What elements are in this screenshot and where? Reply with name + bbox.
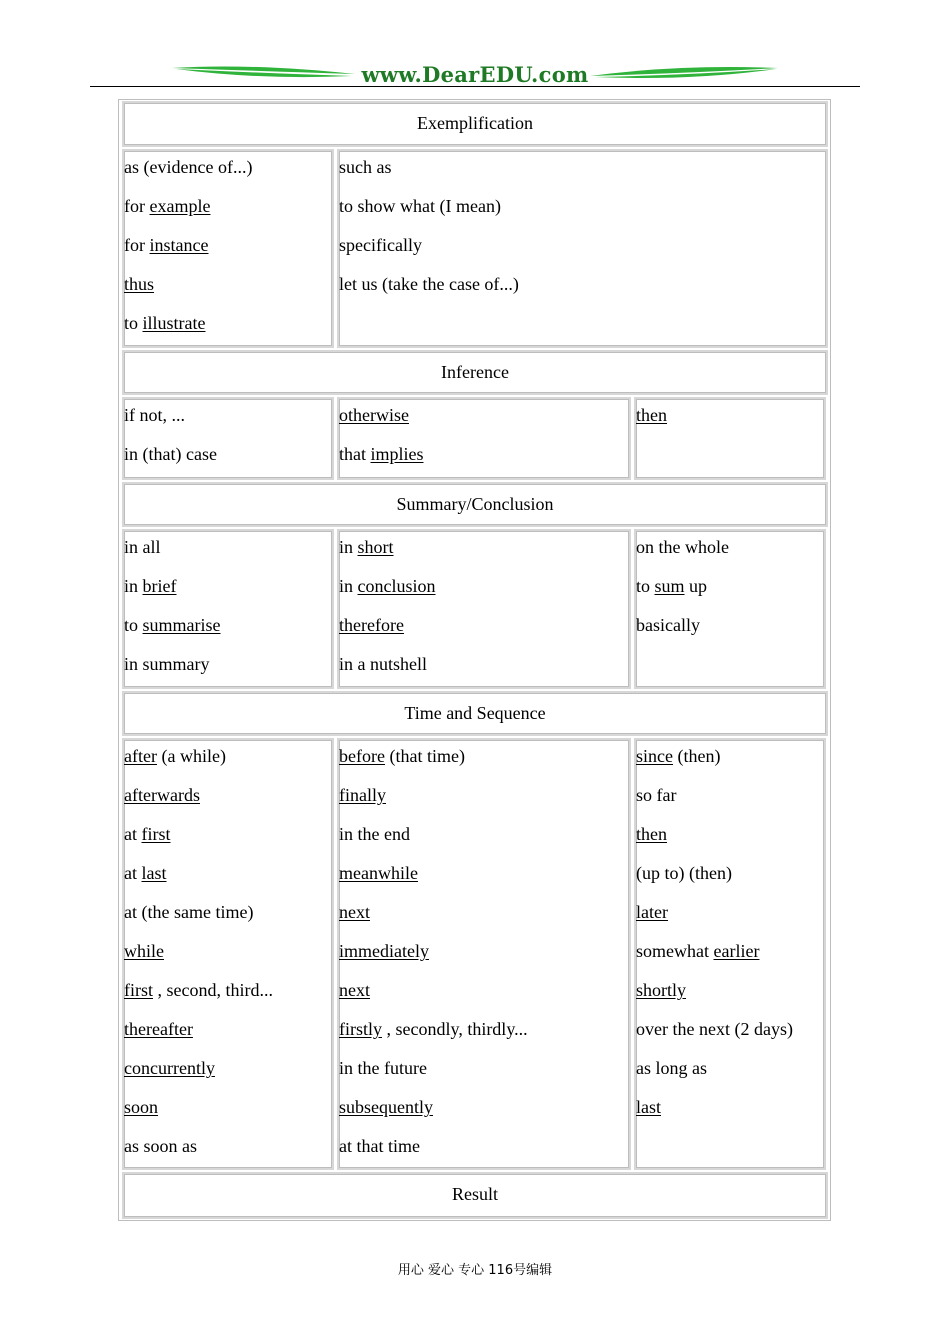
section-title: Inference bbox=[441, 362, 509, 382]
list-item: firstly , secondly, thirdly... bbox=[339, 1019, 528, 1039]
link-example[interactable]: example bbox=[149, 196, 211, 216]
list-item: to show what (I mean) bbox=[339, 196, 501, 216]
list-item: such as bbox=[339, 157, 392, 177]
table-cell bbox=[337, 529, 631, 689]
link-otherwise[interactable]: otherwise bbox=[339, 405, 409, 425]
link-after[interactable]: after bbox=[124, 746, 157, 766]
section-header-result bbox=[122, 1172, 828, 1219]
section-header-exemplification bbox=[122, 101, 828, 147]
section-title: Time and Sequence bbox=[404, 703, 546, 723]
list-item: in a nutshell bbox=[339, 654, 427, 674]
list-item: on the whole bbox=[636, 537, 729, 557]
list-item: in brief bbox=[124, 576, 177, 596]
link-sum[interactable]: sum bbox=[654, 576, 685, 596]
list-item: at last bbox=[124, 863, 167, 883]
list-item: in all bbox=[124, 537, 161, 557]
link-illustrate[interactable]: illustrate bbox=[142, 313, 206, 333]
link-first[interactable]: first bbox=[124, 980, 153, 1000]
link-thereafter[interactable]: thereafter bbox=[124, 1019, 193, 1039]
list-item bbox=[339, 785, 386, 805]
list-item: as (evidence of...) bbox=[124, 157, 253, 177]
list-item: over the next (2 days) bbox=[636, 1019, 793, 1039]
list-item: for example bbox=[124, 196, 211, 216]
list-item bbox=[339, 863, 418, 883]
list-item bbox=[124, 1058, 215, 1078]
list-item: to summarise bbox=[124, 615, 221, 635]
link-concurrently[interactable]: concurrently bbox=[124, 1058, 215, 1078]
link-immediately[interactable]: immediately bbox=[339, 941, 429, 961]
link-since[interactable]: since bbox=[636, 746, 673, 766]
page-header bbox=[90, 60, 860, 88]
list-item: as soon as bbox=[124, 1136, 197, 1156]
link-summarise[interactable]: summarise bbox=[142, 615, 221, 635]
table-cell bbox=[634, 397, 826, 480]
link-next[interactable]: next bbox=[339, 902, 370, 922]
list-item bbox=[124, 1019, 193, 1039]
table-cell bbox=[337, 738, 631, 1170]
list-item bbox=[124, 274, 154, 294]
link-short[interactable]: short bbox=[357, 537, 394, 557]
list-item: let us (take the case of...) bbox=[339, 274, 519, 294]
link-brief[interactable]: brief bbox=[142, 576, 177, 596]
list-item: to sum up bbox=[636, 576, 708, 596]
link-implies[interactable]: implies bbox=[370, 444, 424, 464]
link-then[interactable]: then bbox=[636, 824, 667, 844]
list-item bbox=[636, 405, 667, 425]
table-cell bbox=[122, 397, 334, 480]
list-item: at first bbox=[124, 824, 171, 844]
site-logo[interactable]: www.DearEDU.com bbox=[361, 62, 589, 87]
link-meanwhile[interactable]: meanwhile bbox=[339, 863, 418, 883]
list-item: so far bbox=[636, 785, 677, 805]
list-item: at that time bbox=[339, 1136, 420, 1156]
link-earlier[interactable]: earlier bbox=[713, 941, 760, 961]
list-item bbox=[339, 1097, 433, 1117]
link-soon[interactable]: soon bbox=[124, 1097, 159, 1117]
list-item bbox=[636, 824, 667, 844]
list-item bbox=[339, 405, 409, 425]
section-header-time-and-sequence bbox=[122, 691, 828, 736]
list-item: as long as bbox=[636, 1058, 707, 1078]
link-later[interactable]: later bbox=[636, 902, 668, 922]
list-item: in short bbox=[339, 537, 394, 557]
list-item: (up to) (then) bbox=[636, 863, 732, 883]
list-item: to illustrate bbox=[124, 313, 206, 333]
list-item: in conclusion bbox=[339, 576, 436, 596]
list-item bbox=[339, 615, 404, 635]
list-item bbox=[339, 902, 370, 922]
table-cell bbox=[337, 397, 631, 480]
list-item bbox=[124, 785, 200, 805]
link-conclusion[interactable]: conclusion bbox=[357, 576, 436, 596]
section-title: Result bbox=[451, 1184, 498, 1204]
link-thus[interactable]: thus bbox=[124, 274, 155, 294]
section-title: Summary/Conclusion bbox=[396, 494, 554, 514]
link-instance[interactable]: instance bbox=[149, 235, 209, 255]
link-while[interactable]: while bbox=[124, 941, 164, 961]
link-afterwards[interactable]: afterwards bbox=[124, 785, 200, 805]
table-cell bbox=[634, 738, 826, 1170]
list-item: before (that time) bbox=[339, 746, 465, 766]
link-next[interactable]: next bbox=[339, 980, 370, 1000]
list-item: basically bbox=[636, 615, 700, 635]
list-item: that implies bbox=[339, 444, 424, 464]
list-item bbox=[636, 902, 668, 922]
section-header-inference bbox=[122, 350, 828, 395]
list-item: after (a while) bbox=[124, 746, 226, 766]
list-item bbox=[124, 1097, 158, 1117]
list-item bbox=[339, 980, 370, 1000]
page-footer: 用心 爱心 专心 116号编辑 bbox=[397, 1263, 553, 1278]
section-header-summary-conclusion bbox=[122, 482, 828, 527]
link-therefore[interactable]: therefore bbox=[339, 615, 404, 635]
list-item bbox=[124, 941, 164, 961]
list-item: somewhat earlier bbox=[636, 941, 760, 961]
link-subsequently[interactable]: subsequently bbox=[339, 1097, 433, 1117]
list-item: in summary bbox=[124, 654, 210, 674]
link-last[interactable]: last bbox=[141, 863, 167, 883]
section-title: Exemplification bbox=[417, 113, 533, 133]
link-shortly[interactable]: shortly bbox=[636, 980, 687, 1000]
table-cell bbox=[634, 529, 826, 689]
list-item: specifically bbox=[339, 235, 422, 255]
list-item: in the end bbox=[339, 824, 410, 844]
list-item: since (then) bbox=[636, 746, 721, 766]
link-firstly[interactable]: firstly bbox=[339, 1019, 382, 1039]
table-cell bbox=[122, 529, 334, 689]
table-cell bbox=[122, 738, 334, 1170]
list-item bbox=[636, 980, 686, 1000]
link-then[interactable]: then bbox=[636, 405, 667, 425]
list-item: first , second, third... bbox=[124, 980, 273, 1000]
list-item bbox=[339, 941, 429, 961]
list-item: in (that) case bbox=[124, 444, 217, 464]
link-first[interactable]: first bbox=[141, 824, 171, 844]
table-cell bbox=[122, 149, 334, 348]
link-last[interactable]: last bbox=[636, 1097, 661, 1117]
list-item: if not, ... bbox=[124, 405, 185, 425]
header-divider bbox=[90, 86, 860, 87]
link-finally[interactable]: finally bbox=[339, 785, 386, 805]
list-item: at (the same time) bbox=[124, 902, 254, 922]
list-item: for instance bbox=[124, 235, 209, 255]
list-item bbox=[636, 1097, 661, 1117]
list-item: in the future bbox=[339, 1058, 427, 1078]
link-before[interactable]: before bbox=[339, 746, 385, 766]
table-cell bbox=[337, 149, 828, 348]
